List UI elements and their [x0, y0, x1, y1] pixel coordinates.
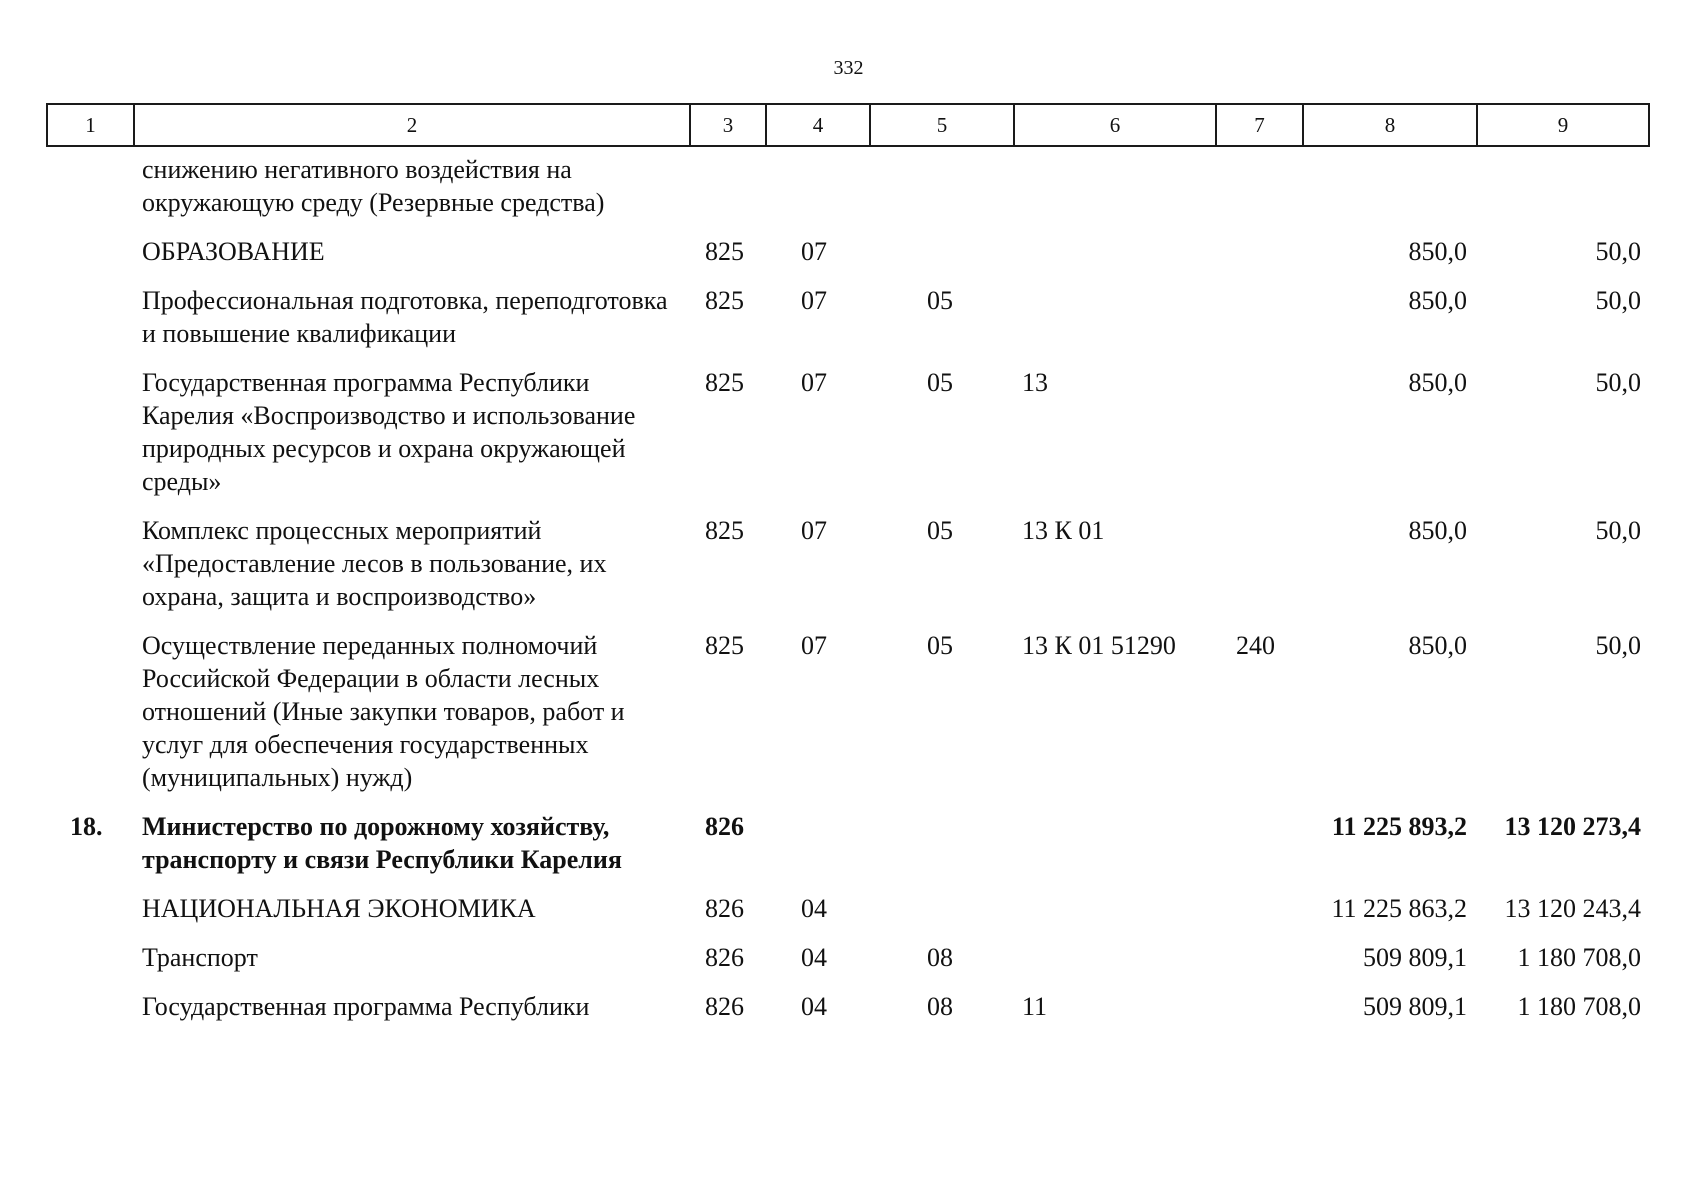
- header-cell: 9: [1476, 103, 1650, 147]
- row-section-code: 07: [801, 286, 827, 315]
- row-amount-1: 11 225 863,2: [1331, 894, 1467, 923]
- table-row: [46, 941, 1650, 990]
- row-ved-code: 826: [705, 992, 744, 1021]
- row-number: [46, 235, 133, 268]
- row-amount-2: 50,0: [1595, 368, 1641, 397]
- row-target-code: 13 К 01: [1022, 516, 1105, 545]
- row-amount-2: 50,0: [1595, 286, 1641, 315]
- header-cell: 1: [46, 103, 133, 147]
- row-amount-1: 850,0: [1408, 237, 1467, 266]
- row-ved-code: 826: [705, 943, 744, 972]
- row-subsection-code: 05: [927, 631, 953, 660]
- table-row: [46, 235, 1650, 284]
- row-section-code: [765, 810, 869, 876]
- row-amount-2: 13 120 273,4: [1504, 812, 1641, 841]
- row-target-code: [1013, 892, 1215, 925]
- row-expense-type: [1215, 941, 1302, 974]
- row-amount-1: [1302, 153, 1476, 219]
- row-number: [46, 153, 133, 219]
- header-cell: 5: [869, 103, 1013, 147]
- row-subsection-code: [869, 153, 1013, 219]
- row-section-code: 04: [801, 943, 827, 972]
- header-cell: 6: [1013, 103, 1215, 147]
- row-ved-code: [689, 153, 765, 219]
- row-ved-code: 825: [705, 368, 744, 397]
- row-expense-type: [1215, 235, 1302, 268]
- row-amount-2: 1 180 708,0: [1517, 943, 1641, 972]
- row-amount-2: 50,0: [1595, 516, 1641, 545]
- row-target-code: [1013, 810, 1215, 876]
- row-name: ОБРАЗОВАНИЕ: [142, 237, 325, 266]
- row-number: [46, 366, 133, 498]
- table-row: [46, 366, 1650, 514]
- row-number: [46, 514, 133, 613]
- row-amount-1: 509 809,1: [1363, 992, 1467, 1021]
- row-number: [46, 284, 133, 350]
- header-cell: 8: [1302, 103, 1476, 147]
- row-expense-type: [1215, 284, 1302, 350]
- row-subsection-code: [869, 892, 1013, 925]
- row-expense-type: [1215, 810, 1302, 876]
- row-name: Транспорт: [142, 943, 258, 972]
- row-amount-1: 850,0: [1408, 631, 1467, 660]
- row-ved-code: 826: [705, 812, 744, 841]
- row-name: Министерство по дорожному хозяйству, транспорту и связи Республики Карелия: [142, 812, 622, 874]
- row-section-code: 07: [801, 631, 827, 660]
- row-target-code: [1013, 284, 1215, 350]
- row-amount-1: 850,0: [1408, 286, 1467, 315]
- row-subsection-code: 05: [927, 368, 953, 397]
- row-subsection-code: 08: [927, 943, 953, 972]
- row-name: Государственная программа Республики: [142, 992, 590, 1021]
- row-subsection-code: [869, 810, 1013, 876]
- row-section-code: 07: [801, 237, 827, 266]
- row-amount-2: [1476, 153, 1650, 219]
- row-number: [46, 941, 133, 974]
- row-subsection-code: [869, 235, 1013, 268]
- table-row: [46, 284, 1650, 366]
- row-expense-type: [1215, 366, 1302, 498]
- budget-table: [46, 103, 1650, 1039]
- row-target-code: 13: [1022, 368, 1048, 397]
- table-header-row: [46, 103, 1650, 147]
- row-name: НАЦИОНАЛЬНАЯ ЭКОНОМИКА: [142, 894, 536, 923]
- row-target-code: 13 К 01 51290: [1022, 631, 1176, 660]
- table-row: [46, 147, 1650, 235]
- row-name: Комплекс процессных мероприятий «Предоставление лесов в пользование, их охрана, защита и воспроизводство»: [142, 516, 607, 611]
- header-cell: 3: [689, 103, 765, 147]
- row-section-code: 04: [801, 992, 827, 1021]
- row-amount-2: 50,0: [1595, 631, 1641, 660]
- row-target-code: 11: [1022, 992, 1048, 1021]
- row-section-code: 04: [801, 894, 827, 923]
- row-ved-code: 825: [705, 631, 744, 660]
- header-cell: 7: [1215, 103, 1302, 147]
- header-cell: 2: [133, 103, 689, 147]
- row-amount-2: 50,0: [1595, 237, 1641, 266]
- row-target-code: [1013, 235, 1215, 268]
- row-expense-type: [1215, 514, 1302, 613]
- row-name: Профессиональная подготовка, переподготовка и повышение квалификации: [142, 286, 668, 348]
- row-ved-code: 825: [705, 516, 744, 545]
- row-amount-1: 850,0: [1408, 368, 1467, 397]
- row-number: 18.: [70, 812, 103, 841]
- row-expense-type: [1215, 892, 1302, 925]
- row-number: [46, 629, 133, 794]
- row-section-code: 07: [801, 368, 827, 397]
- header-cell: 4: [765, 103, 869, 147]
- table-row: [46, 892, 1650, 941]
- row-amount-1: 509 809,1: [1363, 943, 1467, 972]
- row-target-code: [1013, 941, 1215, 974]
- row-subsection-code: 05: [927, 286, 953, 315]
- row-amount-1: 850,0: [1408, 516, 1467, 545]
- row-expense-type: [1215, 153, 1302, 219]
- row-name: Осуществление переданных полномочий Российской Федерации в области лесных отношений (Иные закупки товаров, работ и услуг для обеспечения государственных (муниципальных) нужд): [142, 631, 625, 792]
- table-row: [46, 990, 1650, 1039]
- row-amount-1: 11 225 893,2: [1331, 812, 1467, 841]
- table-row: [46, 514, 1650, 629]
- row-section-code: 07: [801, 516, 827, 545]
- row-ved-code: 826: [705, 894, 744, 923]
- row-expense-type: [1215, 990, 1302, 1023]
- row-section-code: [765, 153, 869, 219]
- row-amount-2: 1 180 708,0: [1517, 992, 1641, 1021]
- row-ved-code: 825: [705, 286, 744, 315]
- row-name: снижению негативного воздействия на окружающую среду (Резервные средства): [142, 155, 605, 217]
- row-subsection-code: 05: [927, 516, 953, 545]
- table-row: [46, 629, 1650, 810]
- row-name: Государственная программа Республики Карелия «Воспроизводство и использование природных ресурсов и охрана окружающей среды»: [142, 368, 636, 496]
- row-amount-2: 13 120 243,4: [1504, 894, 1641, 923]
- row-number: [46, 892, 133, 925]
- row-target-code: [1013, 153, 1215, 219]
- row-ved-code: 825: [705, 237, 744, 266]
- row-subsection-code: 08: [927, 992, 953, 1021]
- table-body: [46, 147, 1650, 1039]
- table-row: [46, 810, 1650, 892]
- page-number: 332: [833, 57, 864, 79]
- row-number: [46, 990, 133, 1023]
- row-expense-type: 240: [1236, 631, 1275, 660]
